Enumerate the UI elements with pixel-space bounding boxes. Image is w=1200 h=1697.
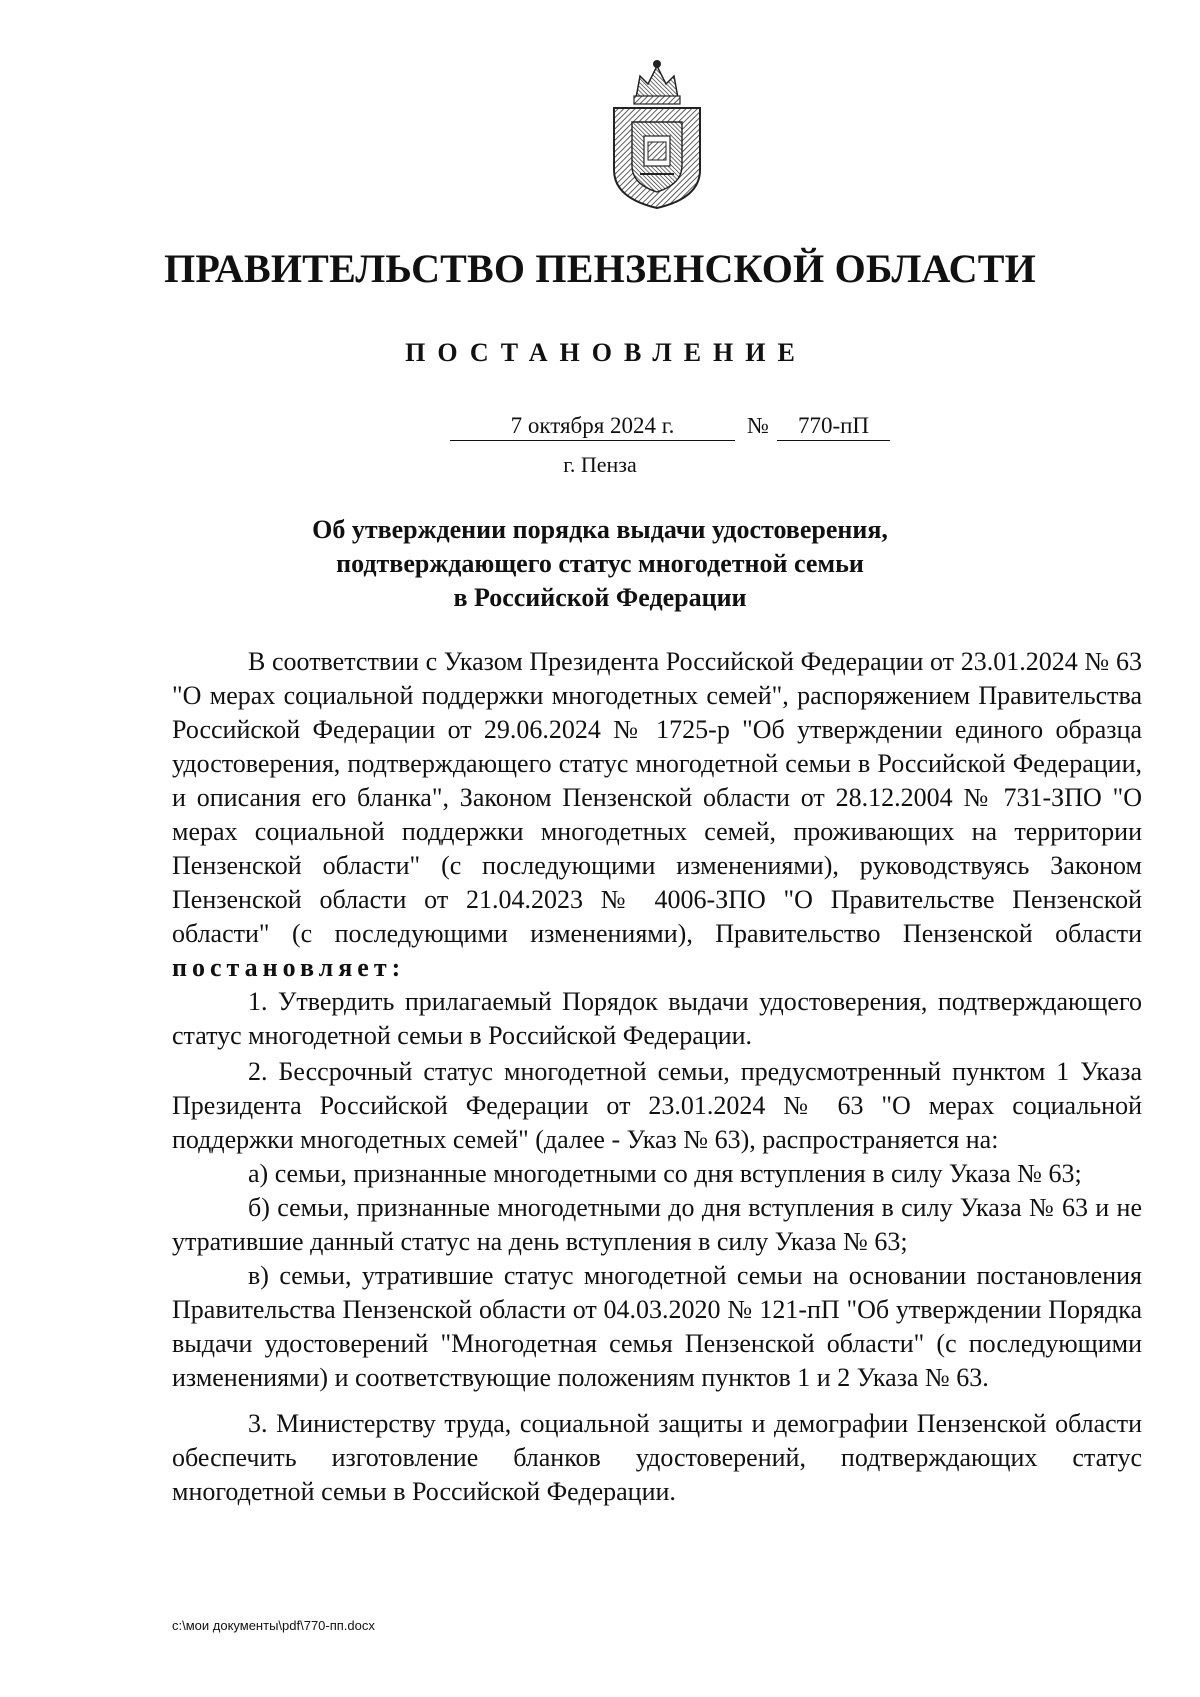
organization-title: ПРАВИТЕЛЬСТВО ПЕНЗЕНСКОЙ ОБЛАСТИ — [164, 246, 1036, 291]
subitem-paragraph: в) семьи, утратившие статус многодетной семьи на основании постановления Правительства Пензенской области от 04.03.2020 № 121-пП "Об утверждении Порядка выдачи удостоверений "Многодетная семья Пензенской области" (с последующими изменениями) и соответствующие положениям пунктов 1 и 2 Указа № 63. — [172, 1261, 1142, 1392]
item-paragraph: 1. Утвердить прилагаемый Порядок выдачи удостоверения, подтверждающего статус многодетной семьи в Российской Федерации. — [172, 987, 1142, 1050]
subject-line: подтверждающего статус многодетной семьи — [336, 549, 864, 578]
document-date: 7 октября 2024 г. — [450, 412, 735, 441]
subitem-paragraph: б) семьи, признанные многодетными до дня вступления в силу Указа № 63 и не утратившие данный статус на день вступления в силу Указа № 63; — [172, 1193, 1142, 1256]
resolves-word: постановляет: — [172, 953, 406, 982]
document-number: 770-пП — [777, 412, 890, 441]
coat-of-arms-icon — [606, 58, 708, 210]
document-type: ПОСТАНОВЛЕНИЕ — [405, 338, 807, 367]
preamble-text: В соответствии с Указом Президента Российской Федерации от 23.01.2024 № 63 "О мерах социальной поддержки многодетных семей", распоряжением Правительства Российской Федерации от 29.06.2024 № 1725-р "Об утверждении единого образца удостоверения, подтверждающего статус многодетной семьи в Российской Федерации, и описания его бланка", Законом Пензенской области от 28.12.2004 № 731-ЗПО "О мерах социальной поддержки многодетных семей, проживающих на территории Пензенской области" (с последующими изменениями), руководствуясь Законом Пензенской области от 21.04.2023 № 4006-ЗПО "О Правительстве Пензенской области" (с последующими изменениями), Правительство Пензенской области — [172, 647, 1142, 948]
item-paragraph: 2. Бессрочный статус многодетной семьи, предусмотренный пунктом 1 Указа Президента Российской Федерации от 23.01.2024 № 63 "О мерах социальной поддержки многодетных семей" (далее - Указ № 63), распространяется на: — [172, 1057, 1142, 1154]
date-number-line — [450, 412, 890, 442]
preamble-paragraph — [172, 645, 1142, 985]
file-path-footer: c:\мои документы\pdf\770-пп.docx — [172, 1618, 375, 1633]
document-subject — [0, 513, 1200, 615]
number-sign: № — [747, 413, 769, 438]
document-body — [172, 645, 1142, 1509]
subitem-paragraph: а) семьи, признанные многодетными со дня вступления в силу Указа № 63; — [248, 1159, 1082, 1188]
subject-line: Об утверждении порядка выдачи удостоверения, — [312, 515, 888, 544]
subject-line: в Российской Федерации — [453, 583, 747, 612]
item-paragraph: 3. Министерству труда, социальной защиты и демографии Пензенской области обеспечить изготовление бланков удостоверений, подтверждающих статус многодетной семьи в Российской Федерации. — [172, 1409, 1142, 1506]
city: г. Пенза — [563, 452, 637, 477]
